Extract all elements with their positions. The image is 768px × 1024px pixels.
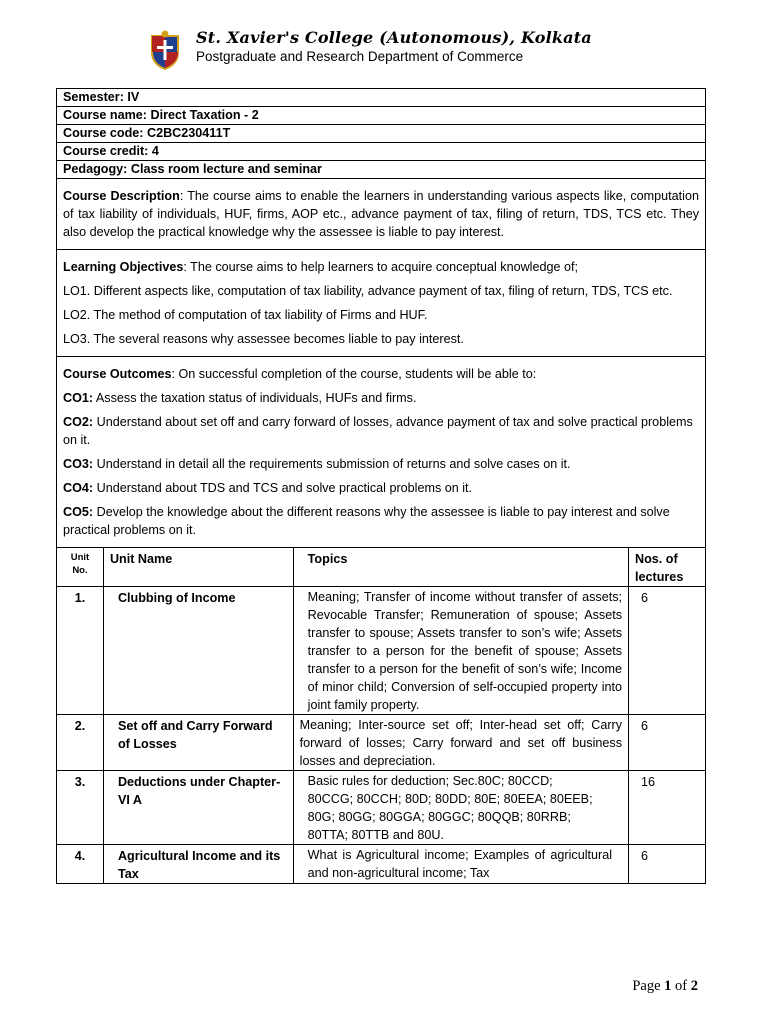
- unit-lectures: 16: [629, 771, 706, 845]
- outcome-text: Develop the knowledge about the different reasons why the assessee is liable to pay interest and solve practical problems on it.: [63, 505, 670, 537]
- description-label: Course Description: [63, 189, 180, 203]
- objective-item: LO2. The method of computation of tax liability of Firms and HUF.: [63, 308, 428, 322]
- unit-name: Clubbing of Income: [103, 587, 293, 715]
- unit-topics: Basic rules for deduction; Sec.80C; 80CCD; 80CCG; 80CCH; 80D; 80DD; 80E; 80EEA; 80EEB; 80G; 80GG; 80GGA; 80GGC; 80QQB; 80RRB; 80TTA; 80TTB and 80U.: [293, 771, 628, 845]
- semester-field: Semester: IV: [57, 89, 706, 107]
- objective-item: LO3. The several reasons why assessee becomes liable to pay interest.: [63, 332, 464, 346]
- outcomes-intro: : On successful completion of the course, students will be able to:: [171, 367, 537, 381]
- course-table: [56, 88, 706, 884]
- units-header-row: [57, 548, 706, 587]
- unit-topics: Meaning; Transfer of income without transfer of assets; Revocable Transfer; Remuneration of spouse; Assets transfer to spouse; Assets transfer to son’s wife; Assets transfer to a person for the benefit of spouse; Assets transfer to a person for the benefit of son’s wife; Income of minor child; Conversion of self-occupied property into joint family property.: [293, 587, 628, 715]
- course-outcomes: [57, 357, 706, 548]
- unit-topics: Meaning; Inter-source set off; Inter-head set off; Carry forward of losses; Carry forward and set off business losses and depreciation.: [293, 715, 628, 771]
- table-row: [57, 587, 706, 715]
- topics-header: Topics: [293, 548, 628, 587]
- learning-objectives: [57, 250, 706, 357]
- course-name-field: Course name: Direct Taxation - 2: [57, 107, 706, 125]
- unit-name: Agricultural Income and its Tax: [103, 845, 293, 884]
- unit-number: 3.: [57, 771, 104, 845]
- unit-name: Set off and Carry Forward of Losses: [103, 715, 293, 771]
- unit-no-header: Unit No.: [57, 548, 104, 587]
- unit-name: Deductions under Chapter-VI A: [103, 771, 293, 845]
- outcome-text: Understand about set off and carry forward of losses, advance payment of tax and solve practical problems on it.: [63, 415, 693, 447]
- unit-topics: What is Agricultural income; Examples of agricultural and non-agricultural income; Tax: [293, 845, 628, 884]
- college-crest-icon: [148, 30, 182, 70]
- outcome-text: Understand about TDS and TCS and solve practical problems on it.: [93, 481, 473, 495]
- course-description: [57, 179, 706, 250]
- outcome-code: CO1:: [63, 391, 94, 405]
- outcome-item: [63, 413, 699, 449]
- course-credit-field: Course credit: 4: [57, 143, 706, 161]
- outcome-item: [63, 503, 699, 539]
- unit-number: 2.: [57, 715, 104, 771]
- page-number: Page 1 of 2: [632, 978, 698, 994]
- unit-lectures: 6: [629, 587, 706, 715]
- department-name: Postgraduate and Research Department of Commerce: [196, 49, 524, 64]
- outcome-code: CO5:: [63, 505, 94, 519]
- table-row: [57, 771, 706, 845]
- unit-number: 4.: [57, 845, 104, 884]
- pedagogy-field: Pedagogy: Class room lecture and seminar: [57, 161, 706, 179]
- objectives-intro: : The course aims to help learners to acquire conceptual knowledge of;: [183, 260, 578, 274]
- outcome-item: [63, 479, 699, 497]
- outcome-text: Understand in detail all the requirements submission of returns and solve cases on it.: [93, 457, 571, 471]
- unit-lectures: 6: [629, 845, 706, 884]
- outcome-code: CO2:: [63, 415, 94, 429]
- table-row: [57, 845, 706, 884]
- objectives-label: Learning Objectives: [63, 260, 184, 274]
- course-code-field: Course code: C2BC230411T: [57, 125, 706, 143]
- outcome-text: Assess the taxation status of individuals, HUFs and firms.: [93, 391, 417, 405]
- lectures-header: Nos. of lectures: [629, 548, 706, 587]
- page-header: [148, 28, 592, 74]
- unit-name-header: Unit Name: [103, 548, 293, 587]
- college-name: St. Xavier's College (Autonomous), Kolkata: [196, 28, 592, 47]
- outcome-item: [63, 455, 699, 473]
- outcome-code: CO4:: [63, 481, 94, 495]
- outcome-item: [63, 389, 699, 407]
- outcome-code: CO3:: [63, 457, 94, 471]
- objective-item: LO1. Different aspects like, computation of tax liability, advance payment of tax, filing of return, TDS, TCS etc.: [63, 284, 673, 298]
- outcomes-label: Course Outcomes: [63, 367, 172, 381]
- table-row: [57, 715, 706, 771]
- unit-lectures: 6: [629, 715, 706, 771]
- unit-number: 1.: [57, 587, 104, 715]
- description-text: : The course aims to enable the learners in understanding various aspects like, computation of tax liability of individuals, HUF, firms, AOP etc., advance payment of tax, filing of return, TDS, TCS etc. They also develop the practical knowledge why the assessee is liable to pay interest.: [63, 189, 699, 239]
